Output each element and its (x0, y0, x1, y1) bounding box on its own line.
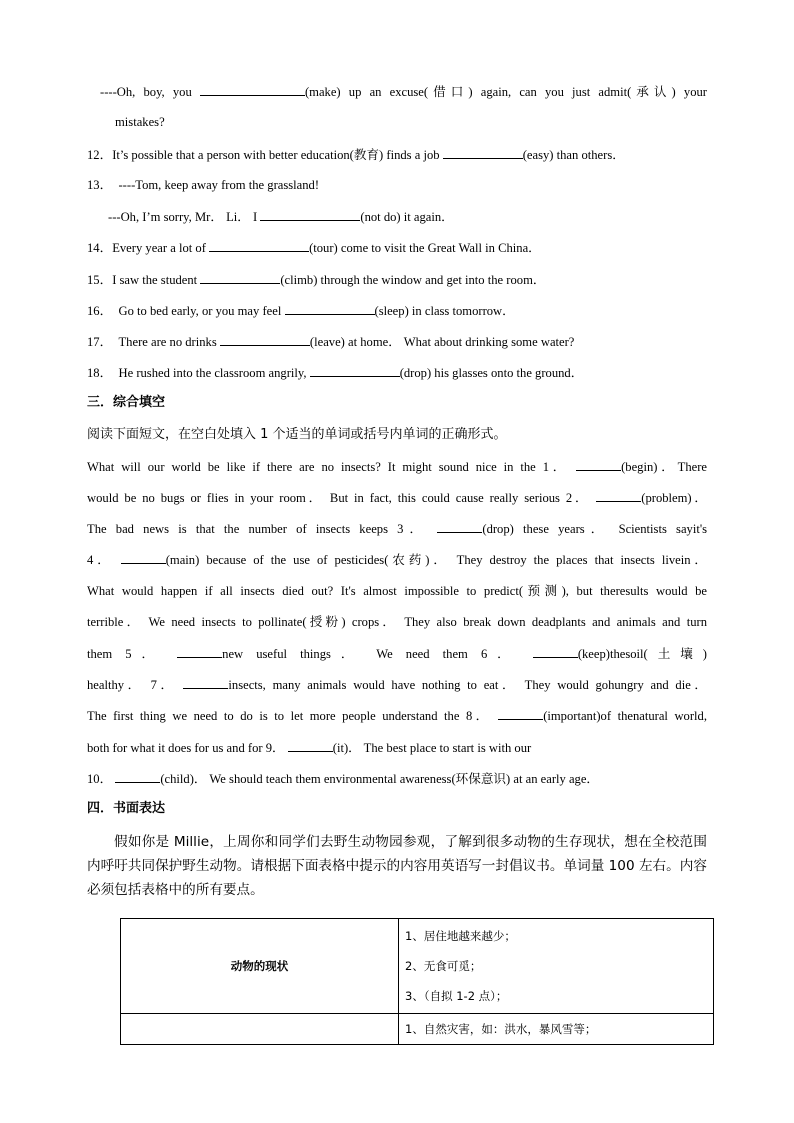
table-row (121, 1014, 714, 1045)
passage-text: The first thing we need to do is to let more people understand the 8． (87, 709, 492, 723)
q14-text-b: (tour) come to visit the Great Wall in China． (309, 241, 541, 255)
q15-answer-blank[interactable] (200, 270, 280, 284)
q13-text-c: (not do) it again． (360, 210, 454, 224)
list-item: 2、无食可觅； (405, 959, 482, 973)
blank-5[interactable] (177, 644, 222, 658)
list-item: 1、自然灾害，如：洪水，暴风雪等； (405, 1022, 597, 1036)
q12-text-a: It’s possible that a person with better education(教育) finds a job (112, 148, 440, 162)
passage-text: (keep)thesoil(土壤) (577, 647, 707, 661)
passage-text: (child)． We should teach them environmental awareness(环保意识) at an early age． (160, 772, 600, 786)
table-row (121, 919, 714, 1014)
q18-text-a: He rushed into the classroom angrily, (118, 366, 307, 380)
passage-line-6 (87, 613, 707, 631)
passage-line-5 (87, 582, 707, 600)
passage-text: (problem)． (641, 491, 707, 505)
passage-text: What will our world be like if there are no insects? It might sound nice in the 1． (87, 460, 570, 474)
q18-text-b: (drop) his glasses onto the ground． (399, 366, 584, 380)
q11-text-b: (make) up an excuse(借口) again, can you just admit(承认) your (304, 85, 707, 99)
passage-text: What would happen if all insects died out? It's almost impossible to predict(预测), but theresults would be (87, 584, 707, 598)
blank-2[interactable] (596, 488, 641, 502)
q15-text-b: (climb) through the window and get into the room． (280, 273, 546, 287)
question-15 (87, 270, 707, 289)
q14-number: 14． (87, 241, 113, 255)
blank-1[interactable] (576, 457, 621, 471)
table-cell-points (399, 919, 714, 1014)
q18-number: 18． (87, 366, 113, 380)
passage-text: (it)． The best place to start is with our (332, 741, 532, 755)
blank-9[interactable] (288, 738, 333, 752)
passage-text: insects, many animals would have nothing to eat． They would gohungry and die． (228, 678, 707, 692)
question-13-line1 (87, 176, 707, 194)
passage-line-9 (87, 706, 707, 725)
table-cell-points (399, 1014, 714, 1045)
q15-text-a: I saw the student (112, 273, 198, 287)
q17-number: 17． (87, 335, 113, 349)
passage-text: them 5． (87, 647, 165, 661)
passage-text: new useful things． We need them 6． (222, 647, 520, 661)
passage-text: (important)of thenatural world, (543, 709, 707, 723)
question-18 (87, 363, 707, 382)
passage-line-2 (87, 488, 707, 507)
q15-number: 15． (87, 273, 113, 287)
q12-number: 12． (87, 148, 113, 162)
blank-3[interactable] (437, 519, 482, 533)
passage-text: would be no bugs or flies in your room． But in fact, this could cause really serious 2． (87, 491, 591, 505)
list-item: 3、（自拟 1-2 点）； (405, 989, 508, 1003)
passage-text: terrible． We need insects to pollinate(授粉) crops． They also break down deadplants and animals and turn (87, 615, 707, 629)
q18-answer-blank[interactable] (310, 363, 400, 377)
table-cell-label: 动物的现状 (121, 919, 399, 1014)
question-12 (87, 145, 707, 164)
blank-10[interactable] (115, 769, 160, 783)
passage-text: (begin)．There (621, 460, 707, 474)
passage-line-4 (87, 550, 707, 569)
requirements-table (120, 918, 714, 1045)
q17-answer-blank[interactable] (220, 332, 310, 346)
question-16 (87, 301, 707, 320)
passage-line-1 (87, 457, 707, 476)
passage-text: (main) because of the use of pesticides(农药)． They destroy the places that insects livein． (165, 553, 707, 567)
blank-7[interactable] (183, 675, 228, 689)
q17-text-b: (leave) at home． What about drinking some water? (309, 335, 575, 349)
q16-text-a: Go to bed early, or you may feel (118, 304, 282, 318)
table-cell-label (121, 1014, 399, 1045)
passage-line-8 (87, 675, 707, 694)
passage-text: healthy． 7． (87, 678, 177, 692)
section-4-title: 四．书面表达 (87, 801, 166, 816)
question-11-line2: mistakes? (115, 115, 165, 129)
q13-text-a: ----Tom, keep away from the grassland! (118, 178, 320, 192)
q16-text-b: (sleep) in class tomorrow． (374, 304, 515, 318)
q14-answer-blank[interactable] (209, 238, 309, 252)
writing-prompt: 假如你是 Millie，上周你和同学们去野生动物园参观，了解到很多动物的生存现状，想在全校范围内呼吁共同保护野生动物。请根据下面表格中提示的内容用英语写一封倡议书。单词量 100 左右。内容必须包括表格中的所有要点。 (87, 834, 707, 898)
q12-text-b: (easy) than others． (522, 148, 625, 162)
section-3-instruction: 阅读下面短文，在空白处填入 1 个适当的单词或括号内单词的正确形式。 (87, 427, 507, 442)
question-11-line1 (100, 82, 707, 101)
passage-text: 10． (87, 772, 113, 786)
section-3-title: 三．综合填空 (87, 395, 166, 410)
q14-text-a: Every year a lot of (112, 241, 206, 255)
q11-answer-blank[interactable] (200, 82, 305, 96)
blank-8[interactable] (498, 706, 543, 720)
q13-answer-blank[interactable] (260, 207, 360, 221)
q17-text-a: There are no drinks (118, 335, 217, 349)
q13-number: 13． (87, 178, 113, 192)
passage-line-11 (87, 769, 707, 788)
list-item: 1、居住地越来越少； (405, 929, 516, 943)
passage-text: (drop) these years． Scientists sayit's (482, 522, 707, 536)
blank-6[interactable] (533, 644, 578, 658)
q13-text-b: ---Oh, I’m sorry, Mr． Li． I (108, 210, 258, 224)
question-13-line2 (108, 207, 728, 226)
q16-answer-blank[interactable] (285, 301, 375, 315)
passage-line-7 (87, 644, 707, 663)
passage-line-10 (87, 738, 707, 757)
passage-text: The bad news is that the number of insects keeps 3． (87, 522, 429, 536)
q11-text-a: ----Oh, boy, you (100, 85, 192, 99)
q12-answer-blank[interactable] (443, 145, 523, 159)
q16-number: 16． (87, 304, 113, 318)
blank-4[interactable] (121, 550, 166, 564)
passage-line-3 (87, 519, 707, 538)
passage-text: 4． (87, 553, 114, 567)
question-17 (87, 332, 707, 351)
question-14 (87, 238, 707, 257)
passage-text: both for what it does for us and for 9． (87, 741, 285, 755)
